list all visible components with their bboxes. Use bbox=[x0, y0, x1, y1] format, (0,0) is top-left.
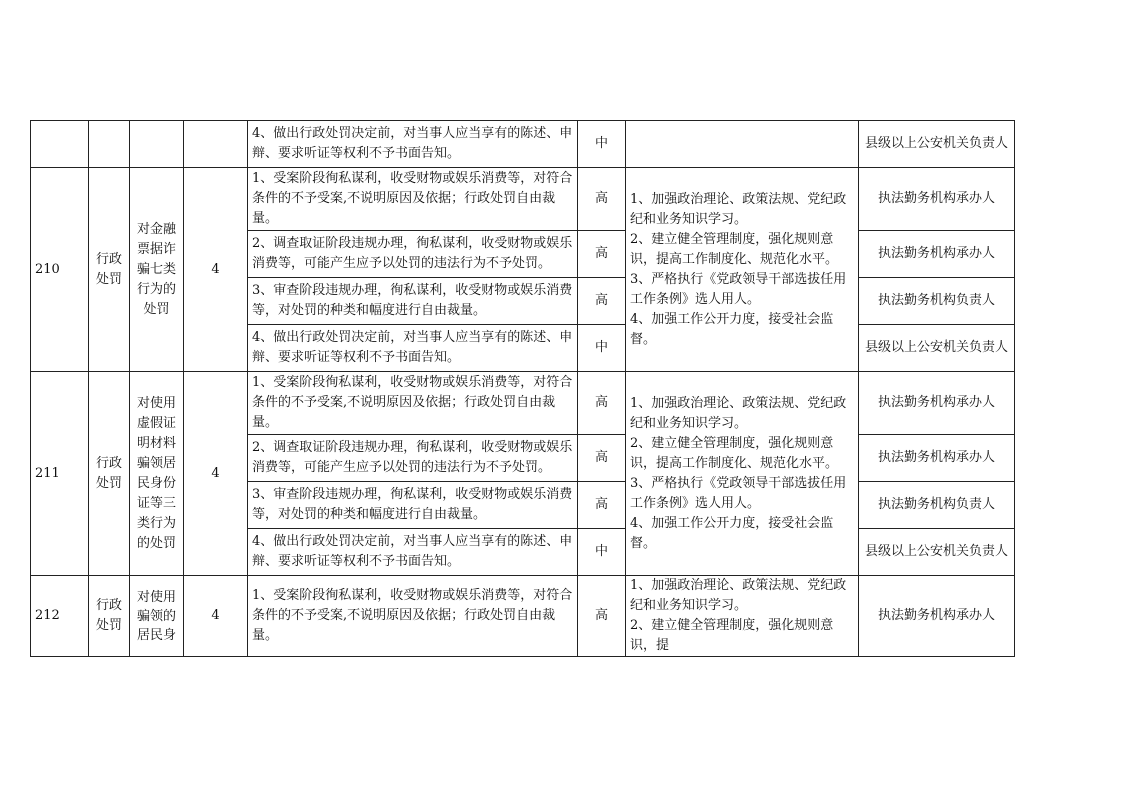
risk-level: 中 bbox=[578, 529, 626, 576]
risk-point: 3、审查阶段违规办理，徇私谋利，收受财物或娱乐消费等，对处罚的种类和幅度进行自由裁量。 bbox=[248, 278, 578, 325]
risk-point: 1、受案阶段徇私谋利，收受财物或娱乐消费等，对符合条件的不予受案,不说明原因及依据；行政处罚自由裁量。 bbox=[248, 168, 578, 231]
risk-point: 4、做出行政处罚决定前，对当事人应当享有的陈述、申辩、要求听证等权利不予书面告知。 bbox=[248, 325, 578, 372]
item-count: 4 bbox=[184, 168, 248, 372]
prevention-measures bbox=[626, 576, 859, 657]
risk-table bbox=[30, 120, 1015, 657]
table-row bbox=[31, 576, 1015, 657]
responsible-party: 执法勤务机构承办人 bbox=[859, 168, 1015, 231]
item-count: 4 bbox=[184, 576, 248, 657]
prevention-measures bbox=[626, 168, 859, 372]
risk-point: 3、审查阶段违规办理，徇私谋利，收受财物或娱乐消费等，对处罚的种类和幅度进行自由裁量。 bbox=[248, 482, 578, 529]
type-cell bbox=[89, 121, 130, 168]
table-row bbox=[31, 168, 1015, 231]
measure-item: 4、加强工作公开力度，接受社会监督。 bbox=[630, 515, 834, 551]
continuation-row bbox=[31, 121, 1015, 168]
measure-item: 2、建立健全管理制度，强化规则意识，提高工作制度化、规范化水平。 bbox=[630, 435, 839, 471]
risk-level: 高 bbox=[578, 435, 626, 482]
risk-level: 中 bbox=[578, 121, 626, 168]
responsible-party: 执法勤务机构承办人 bbox=[859, 372, 1015, 435]
risk-level: 高 bbox=[578, 231, 626, 278]
measure-item: 1、加强政治理论、政策法规、党纪政纪和业务知识学习。 bbox=[630, 395, 847, 431]
measures-cell bbox=[626, 121, 859, 168]
item-type: 行政处罚 bbox=[89, 576, 130, 657]
risk-point: 2、调查取证阶段违规办理，徇私谋利，收受财物或娱乐消费等，可能产生应予以处罚的违法行为不予处罚。 bbox=[248, 231, 578, 278]
risk-level: 高 bbox=[578, 576, 626, 657]
item-count: 4 bbox=[184, 372, 248, 576]
risk-level: 高 bbox=[578, 278, 626, 325]
responsible-party: 执法勤务机构负责人 bbox=[859, 482, 1015, 529]
prevention-measures bbox=[626, 372, 859, 576]
risk-point: 1、受案阶段徇私谋利，收受财物或娱乐消费等，对符合条件的不予受案,不说明原因及依据；行政处罚自由裁量。 bbox=[248, 576, 578, 657]
risk-level: 中 bbox=[578, 325, 626, 372]
risk-point: 1、受案阶段徇私谋利，收受财物或娱乐消费等，对符合条件的不予受案,不说明原因及依据；行政处罚自由裁量。 bbox=[248, 372, 578, 435]
responsible-party: 执法勤务机构承办人 bbox=[859, 576, 1015, 657]
measure-item: 2、建立健全管理制度，强化规则意识，提高工作制度化、规范化水平。 bbox=[630, 231, 839, 267]
measure-item: 3、严格执行《党政领导干部选拔任用工作条例》选人用人。 bbox=[630, 271, 847, 307]
risk-point: 4、做出行政处罚决定前，对当事人应当享有的陈述、申辩、要求听证等权利不予书面告知。 bbox=[248, 529, 578, 576]
responsible-party: 执法勤务机构承办人 bbox=[859, 435, 1015, 482]
responsible-party: 执法勤务机构承办人 bbox=[859, 231, 1015, 278]
table-row bbox=[31, 372, 1015, 435]
item-type: 行政处罚 bbox=[89, 372, 130, 576]
item-name: 对使用骗领的居民身 bbox=[130, 576, 184, 657]
risk-level: 高 bbox=[578, 168, 626, 231]
risk-level: 高 bbox=[578, 372, 626, 435]
responsible-party: 县级以上公安机关负责人 bbox=[859, 121, 1015, 168]
item-name: 对金融票据诈骗七类行为的处罚 bbox=[130, 168, 184, 372]
item-name: 对使用虚假证明材料骗领居民身份证等三类行为的处罚 bbox=[130, 372, 184, 576]
item-number: 211 bbox=[31, 372, 89, 576]
measure-item: 1、加强政治理论、政策法规、党纪政纪和业务知识学习。 bbox=[630, 191, 847, 227]
risk-level: 高 bbox=[578, 482, 626, 529]
name-cell bbox=[130, 121, 184, 168]
measure-item: 4、加强工作公开力度，接受社会监督。 bbox=[630, 311, 834, 347]
item-type: 行政处罚 bbox=[89, 168, 130, 372]
item-number: 210 bbox=[31, 168, 89, 372]
risk-point: 4、做出行政处罚决定前，对当事人应当享有的陈述、申辩、要求听证等权利不予书面告知。 bbox=[248, 121, 578, 168]
measure-item: 2、建立健全管理制度，强化规则意识，提 bbox=[630, 618, 834, 653]
measure-item: 3、严格执行《党政领导干部选拔任用工作条例》选人用人。 bbox=[630, 475, 847, 511]
item-number: 212 bbox=[31, 576, 89, 657]
responsible-party: 执法勤务机构负责人 bbox=[859, 278, 1015, 325]
risk-point: 2、调查取证阶段违规办理，徇私谋利，收受财物或娱乐消费等，可能产生应予以处罚的违法行为不予处罚。 bbox=[248, 435, 578, 482]
responsible-party: 县级以上公安机关负责人 bbox=[859, 325, 1015, 372]
measure-item: 1、加强政治理论、政策法规、党纪政纪和业务知识学习。 bbox=[630, 578, 847, 613]
responsible-party: 县级以上公安机关负责人 bbox=[859, 529, 1015, 576]
count-cell bbox=[184, 121, 248, 168]
number-cell bbox=[31, 121, 89, 168]
